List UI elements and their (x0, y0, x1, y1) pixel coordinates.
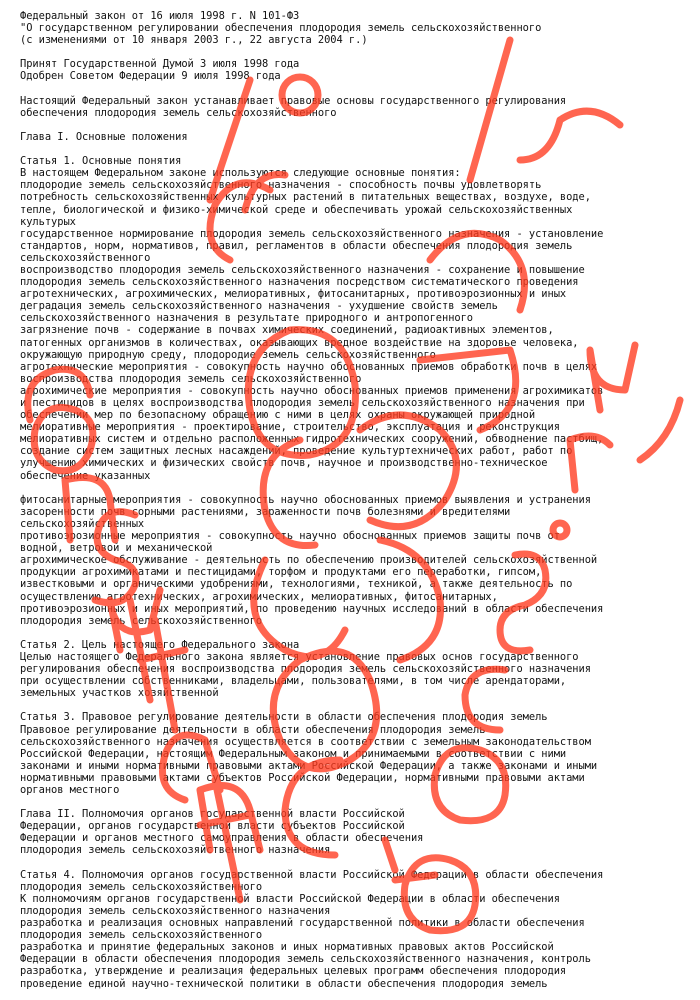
text-line: Глава II. Полномочия органов государственной власти Российской (20, 808, 405, 821)
text-line: земельных участков хозяйственной (20, 687, 219, 700)
text-line: при осуществлении собственниками, владельцами, пользователями, в том числе арендаторами, (20, 675, 567, 688)
text-line: Одобрен Советом Федерации 9 июля 1998 года (20, 70, 281, 83)
text-line: воспроизводства плодородия земель сельскохозяйственного (20, 372, 362, 385)
text-line: законами и иными нормативными правовыми актами Российской Федерации, а также законами и иными (20, 759, 598, 772)
text-line: разработка и реализация основных направлений государственной политики в области обеспечения (20, 917, 585, 930)
text-line: фитосанитарные мероприятия - совокупность научно обоснованных приемов выявления и устранения (20, 493, 591, 506)
blank-line (20, 482, 692, 494)
text-line: агротехнические мероприятия - совокупность научно обоснованных приемов обработки почв в целях (20, 360, 598, 373)
text-line: органов местного (20, 784, 120, 796)
blank-line (20, 46, 692, 58)
text-line: улучшению химических и физических свойств почв, научное и производственно-техническое (20, 457, 548, 470)
blank-line (20, 119, 692, 131)
text-line: загрязнение почв - содержание в почвах химических соединений, радиоактивных элементов, (20, 324, 554, 337)
text-line: создание систем защитных лесных насаждений, проведение культуртехнических работ, работ по (20, 445, 573, 458)
text-line: сельскохозяйственных (20, 517, 145, 530)
text-line: Федерации в области обеспечения плодородия земель сельскохозяйственного назначения, контроль (20, 953, 591, 966)
text-line: засоренности почв сорными растениями, зараженности почв болезнями и вредителями (20, 505, 511, 518)
text-line: плодородия земель сельскохозяйственного (20, 880, 263, 893)
text-line: мелиоративных систем и отдельно расположенных гидротехнических сооружений, обводнение пастбищ, (20, 433, 604, 446)
text-line: противоэрозионных и иных мероприятий, по проведению научных исследований в области обеспечения (20, 602, 604, 615)
text-line: Статья 4. Полномочия органов государственной власти Российской Федерации в области обеспечения (20, 868, 604, 881)
text-line: плодородия земель сельскохозяйственного назначения (20, 844, 331, 857)
text-line: Правовое регулирование деятельности в области обеспечения плодородия земель (20, 723, 486, 736)
text-line: "О государственном регулировании обеспечения плодородия земель сельскохозяйственного (20, 22, 542, 35)
text-line: воспроизводство плодородия земель сельскохозяйственного назначения - сохранение и повышение (20, 263, 585, 276)
text-line: Федерации, органов государственной власти субъектов Российской (20, 820, 405, 833)
text-line: патогенных организмов в количествах, оказывающих вредное воздействие на здоровье человека, (20, 336, 579, 349)
blank-line (20, 796, 692, 808)
text-line: водной, ветровой и механической (20, 542, 213, 555)
text-line: проведение единой научно-технической политики в области обеспечения плодородия земель (20, 977, 548, 990)
text-line: нормативными правовыми актами субъектов Российской Федерации, нормативными правовыми актами (20, 771, 585, 784)
text-line: известковыми и органическими удобрениями, технологиями, техникой, а также деятельность по (20, 578, 573, 591)
text-line: сельскохозяйственного назначения в результате природного и антропогенного (20, 312, 474, 325)
text-line: (с изменениями от 10 января 2003 г., 22 августа 2004 г.) (20, 34, 368, 47)
text-line: сельскохозяйственного назначения осуществляется в соответствии с земельным законодательством (20, 735, 591, 748)
text-line: Российской Федерации, настоящим Федеральным законом и принимаемыми в соответствии с ними (20, 747, 567, 760)
text-line: противоэрозионные мероприятия - совокупность научно обоснованных приемов защиты почв от (20, 530, 560, 543)
blank-line (20, 143, 692, 155)
text-line: продукции агрохимикатами и пестицидами, торфом и продуктами его переработки, гипсом, (20, 566, 542, 579)
text-line: Статья 2. Цель настоящего Федерального закона (20, 638, 300, 651)
text-line: Глава I. Основные положения (20, 130, 188, 143)
text-line: обеспечение указанных (20, 469, 151, 482)
text-line: разработка, утверждение и реализация федеральных целевых программ обеспечения плодородия (20, 965, 567, 978)
text-line: агротехнических, агрохимических, мелиоративных, фитосанитарных, противоэрозионных и иных (20, 288, 567, 301)
text-line: потребность сельскохозяйственных культурных растений в питательных веществах, воздухе, воде, (20, 191, 591, 204)
document-body (20, 10, 692, 990)
text-line: деградация земель сельскохозяйственного назначения - ухудшение свойств земель (20, 300, 498, 313)
text-line: регулирования обеспечения воспроизводства плодородия земель сельскохозяйственного назначения (20, 663, 591, 676)
text-line: Статья 1. Основные понятия (20, 155, 182, 168)
blank-line (20, 627, 692, 639)
text-line: обеспечении мер по безопасному обращению с ними в целях охраны окружающей природной (20, 409, 536, 422)
text-line: разработка и принятие федеральных законов и иных нормативных правовых актов Российской (20, 941, 554, 954)
blank-line (20, 83, 692, 95)
text-line: агрохимическое обслуживание - деятельность по обеспечению производителей сельскохозяйственной (20, 554, 598, 567)
text-line: обеспечения плодородия земель сельскохозяйственного (20, 106, 337, 119)
text-line: Целью настоящего Федерального закона является установление правовых основ государственного (20, 650, 579, 663)
text-line: Статья 3. Правовое регулирование деятельности в области обеспечения плодородия земель (20, 711, 548, 724)
blank-line (20, 857, 692, 869)
text-line: культурых (20, 215, 76, 228)
text-line: стандартов, норм, нормативов, правил, регламентов в области обеспечения плодородия земель (20, 239, 573, 252)
text-line: окружающую природную среду, плодородие земель сельскохозяйственного (20, 348, 436, 361)
text-line: плодородия земель сельскохозяйственного назначения посредством систематического проведения (20, 276, 579, 289)
text-line: и пестицидов в целях воспроизводства плодородия земель сельскохозяйственного назначения при (20, 397, 585, 409)
text-line: плодородия земель сельскохозяйственного (20, 929, 263, 942)
text-line: Принят Государственной Думой 3 июля 1998 года (20, 58, 300, 71)
text-line: сельскохозяйственного (20, 251, 151, 264)
text-line: плодородие земель сельскохозяйственного назначения - способность почвы удовлетворять (20, 179, 542, 192)
text-line: Настоящий Федеральный закон устанавливает правовые основы государственного регулирования (20, 94, 567, 107)
text-line: Федерации и органов местного самоуправления в области обеспечения (20, 832, 424, 845)
text-line: плодородия земель сельскохозяйственного (20, 614, 263, 627)
text-line: государственное нормирование плодородия земель сельскохозяйственного назначения - установление (20, 227, 604, 240)
text-line: осуществлению агротехнических, агрохимических, мелиоративных, фитосанитарных, (20, 590, 498, 603)
text-line: В настоящем Федеральном законе используются следующие основные понятия: (20, 167, 461, 180)
text-line: К полномочиям органов государственной власти Российской Федерации в области обеспечения (20, 892, 560, 905)
text-line: мелиоративные мероприятия - проектирование, строительство, эксплуатация и реконструкция (20, 421, 560, 434)
text-line: агрохимические мероприятия - совокупность научно обоснованных приемов применения агрохимикатов (20, 384, 604, 397)
blank-line (20, 699, 692, 711)
text-line: тепле, биологической и физико-химической среде и обеспечивать урожай сельскохозяйственных (20, 203, 573, 216)
text-line: плодородия земель сельскохозяйственного назначения (20, 904, 331, 917)
text-line: Федеральный закон от 16 июля 1998 г. N 101-ФЗ (20, 10, 300, 22)
